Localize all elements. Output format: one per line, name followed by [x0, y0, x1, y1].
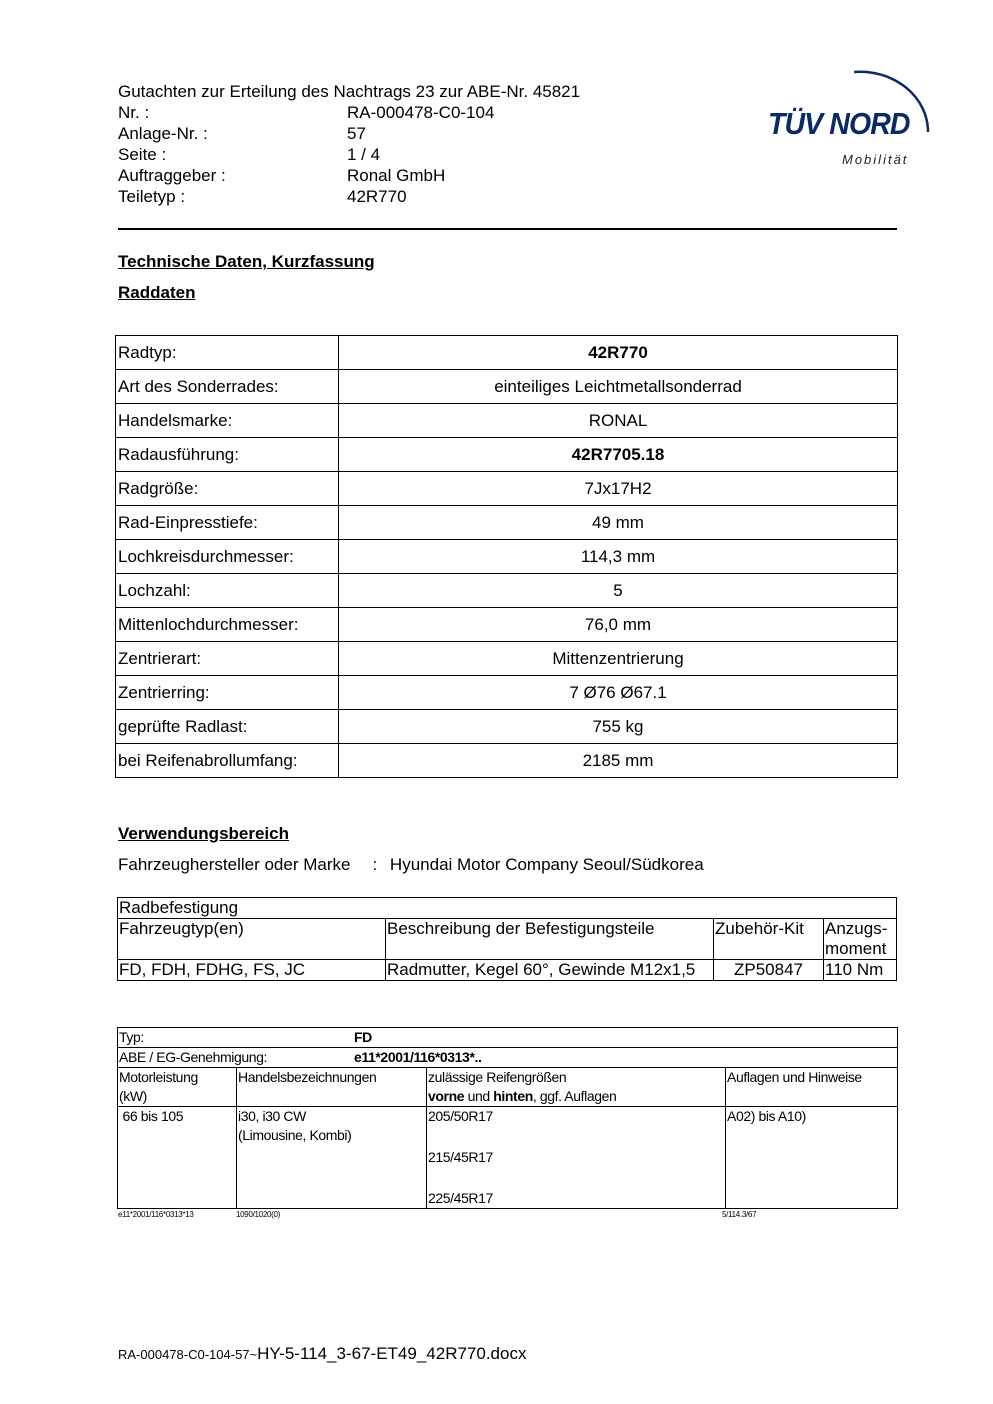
- table-row: [118, 898, 897, 919]
- cell-handelsbezeichnungen: i30, i30 CW (Limousine, Kombi): [237, 1107, 427, 1209]
- header-row-nr: [118, 102, 580, 123]
- table-header-row: [118, 919, 897, 960]
- reifen-header-line2: [428, 1087, 724, 1106]
- section-title-tech: Technische Daten, Kurzfassung: [118, 252, 375, 271]
- raddaten-label: Radausführung:: [116, 438, 339, 472]
- reifen-vorne: vorne: [428, 1088, 465, 1104]
- raddaten-label: Mittenlochdurchmesser:: [116, 608, 339, 642]
- abe-row: [118, 1048, 898, 1068]
- header-value: RA-000478-C0-104: [347, 103, 495, 122]
- header-row-teiletyp: [118, 186, 580, 207]
- section-title-raddaten: Raddaten: [118, 283, 196, 302]
- header-zubehoer: Zubehör-Kit: [714, 919, 824, 960]
- footnote-approval: e11*2001/116*0313*13: [118, 1210, 194, 1219]
- typ-value: FD: [354, 1029, 372, 1045]
- table-row: [116, 642, 898, 676]
- header-key: Nr. :: [118, 103, 150, 122]
- table-row: [118, 960, 897, 981]
- raddaten-value: 755 kg: [339, 710, 898, 744]
- raddaten-value: 114,3 mm: [339, 540, 898, 574]
- abe-label: ABE / EG-Genehmigung:: [119, 1049, 268, 1065]
- tyre-size: 205/50R17: [428, 1108, 493, 1124]
- header-auflagen: Auflagen und Hinweise: [726, 1068, 898, 1107]
- tyre-size: 215/45R17: [428, 1149, 493, 1165]
- manufacturer-separator: :: [372, 855, 378, 874]
- header-key: Seite :: [118, 145, 167, 164]
- document-title: Gutachten zur Erteilung des Nachtrags 23 zur ABE-Nr. 45821: [118, 82, 581, 101]
- logo-subtitle: Mobilität: [842, 152, 909, 167]
- tyre-size: 225/45R17: [428, 1190, 493, 1206]
- typ-row: [118, 1028, 898, 1048]
- raddaten-label: Radtyp:: [116, 336, 339, 370]
- raddaten-label: Zentrierart:: [116, 642, 339, 676]
- section-title-verwendung: Verwendungsbereich: [118, 824, 289, 843]
- tuv-nord-logo: [762, 58, 942, 173]
- header-row-anlage: [118, 123, 580, 144]
- document-header: [118, 81, 580, 207]
- table-row: [116, 472, 898, 506]
- header-value: Ronal GmbH: [347, 166, 446, 185]
- table-row: [116, 438, 898, 472]
- raddaten-label: Lochzahl:: [116, 574, 339, 608]
- header-anzugsmoment: Anzugs- moment: [824, 919, 897, 960]
- logo-brand: TÜV NORD: [768, 106, 910, 141]
- header-key: Auftraggeber :: [118, 166, 226, 185]
- header-row-auftraggeber: [118, 165, 580, 186]
- raddaten-label: Zentrierring:: [116, 676, 339, 710]
- reifen-rest: , ggf. Auflagen: [532, 1088, 617, 1104]
- header-divider: [118, 228, 897, 230]
- cell-fahrzeugtyp: FD, FDH, FDHG, FS, JC: [118, 960, 386, 981]
- header-motorleistung: Motorleistung (kW): [118, 1068, 237, 1107]
- table-row: [116, 404, 898, 438]
- raddaten-table: [115, 335, 898, 778]
- raddaten-label: bei Reifenabrollumfang:: [116, 744, 339, 778]
- reifen-header-line1: zulässige Reifengrößen: [428, 1069, 567, 1085]
- table-row: [116, 608, 898, 642]
- raddaten-label: Lochkreisdurchmesser:: [116, 540, 339, 574]
- raddaten-label: Handelsmarke:: [116, 404, 339, 438]
- header-key: Anlage-Nr. :: [118, 124, 208, 143]
- cell-motorleistung: 66 bis 105: [118, 1107, 237, 1209]
- header-handelsbezeichnungen: Handelsbezeichnungen: [237, 1068, 427, 1107]
- reifen-und: und: [464, 1088, 494, 1104]
- radbefestigung-title: Radbefestigung: [118, 898, 897, 919]
- cell-auflagen: A02) bis A10): [726, 1107, 898, 1209]
- page-footer: [118, 1344, 526, 1364]
- cell-reifen: [427, 1107, 726, 1209]
- typ-label: Typ:: [119, 1029, 144, 1045]
- footer-prefix: RA-000478-C0-104-57~: [118, 1347, 258, 1362]
- raddaten-value: einteiliges Leichtmetallsonderrad: [339, 370, 898, 404]
- raddaten-value: 42R770: [339, 336, 898, 370]
- raddaten-value: 49 mm: [339, 506, 898, 540]
- footnote-code: 1090/1020(0): [236, 1210, 280, 1219]
- raddaten-label: Radgröße:: [116, 472, 339, 506]
- footer-filename: HY-5-114_3-67-ET49_42R770.docx: [257, 1344, 527, 1363]
- table-row: [116, 574, 898, 608]
- header-reifengroessen: [427, 1068, 726, 1107]
- abe-value: e11*2001/116*0313*..: [354, 1049, 482, 1065]
- header-key: Teiletyp :: [118, 187, 186, 206]
- raddaten-label: Rad-Einpresstiefe:: [116, 506, 339, 540]
- raddaten-value: 2185 mm: [339, 744, 898, 778]
- footnote-bolt-pattern: 5/114.3/67: [722, 1210, 757, 1219]
- manufacturer-label: Fahrzeughersteller oder Marke: [118, 855, 351, 874]
- reifen-hinten: hinten: [493, 1088, 533, 1104]
- header-value: 57: [347, 124, 366, 143]
- header-row-seite: [118, 144, 580, 165]
- header-value: 42R770: [347, 187, 407, 206]
- raddaten-value: 76,0 mm: [339, 608, 898, 642]
- manufacturer-value: Hyundai Motor Company Seoul/Südkorea: [389, 855, 704, 874]
- cell-beschreibung: Radmutter, Kegel 60°, Gewinde M12x1,5: [386, 960, 714, 981]
- table-row: [118, 1048, 898, 1068]
- raddaten-value: 7Jx17H2: [339, 472, 898, 506]
- raddaten-label: Art des Sonderrades:: [116, 370, 339, 404]
- header-beschreibung: Beschreibung der Befestigungsteile: [386, 919, 714, 960]
- table-row: [116, 744, 898, 778]
- radbefestigung-table: [117, 897, 897, 981]
- raddaten-value: Mittenzentrierung: [339, 642, 898, 676]
- manufacturer-line: [118, 855, 704, 875]
- table-row: [116, 676, 898, 710]
- header-value: 1 / 4: [347, 145, 381, 164]
- raddaten-label: geprüfte Radlast:: [116, 710, 339, 744]
- table-row: [116, 370, 898, 404]
- header-fahrzeugtyp: Fahrzeugtyp(en): [118, 919, 386, 960]
- table-row: [118, 1107, 898, 1209]
- typ-table: [117, 1027, 898, 1209]
- table-row: [116, 540, 898, 574]
- raddaten-value: RONAL: [339, 404, 898, 438]
- raddaten-value: 7 Ø76 Ø67.1: [339, 676, 898, 710]
- raddaten-value: 5: [339, 574, 898, 608]
- cell-anzugsmoment: 110 Nm: [824, 960, 897, 981]
- table-row: [116, 506, 898, 540]
- cell-zubehoer: ZP50847: [714, 960, 824, 981]
- raddaten-value: 42R7705.18: [339, 438, 898, 472]
- table-row: [116, 710, 898, 744]
- table-header-row: [118, 1068, 898, 1107]
- table-row: [118, 1028, 898, 1048]
- table-row: [116, 336, 898, 370]
